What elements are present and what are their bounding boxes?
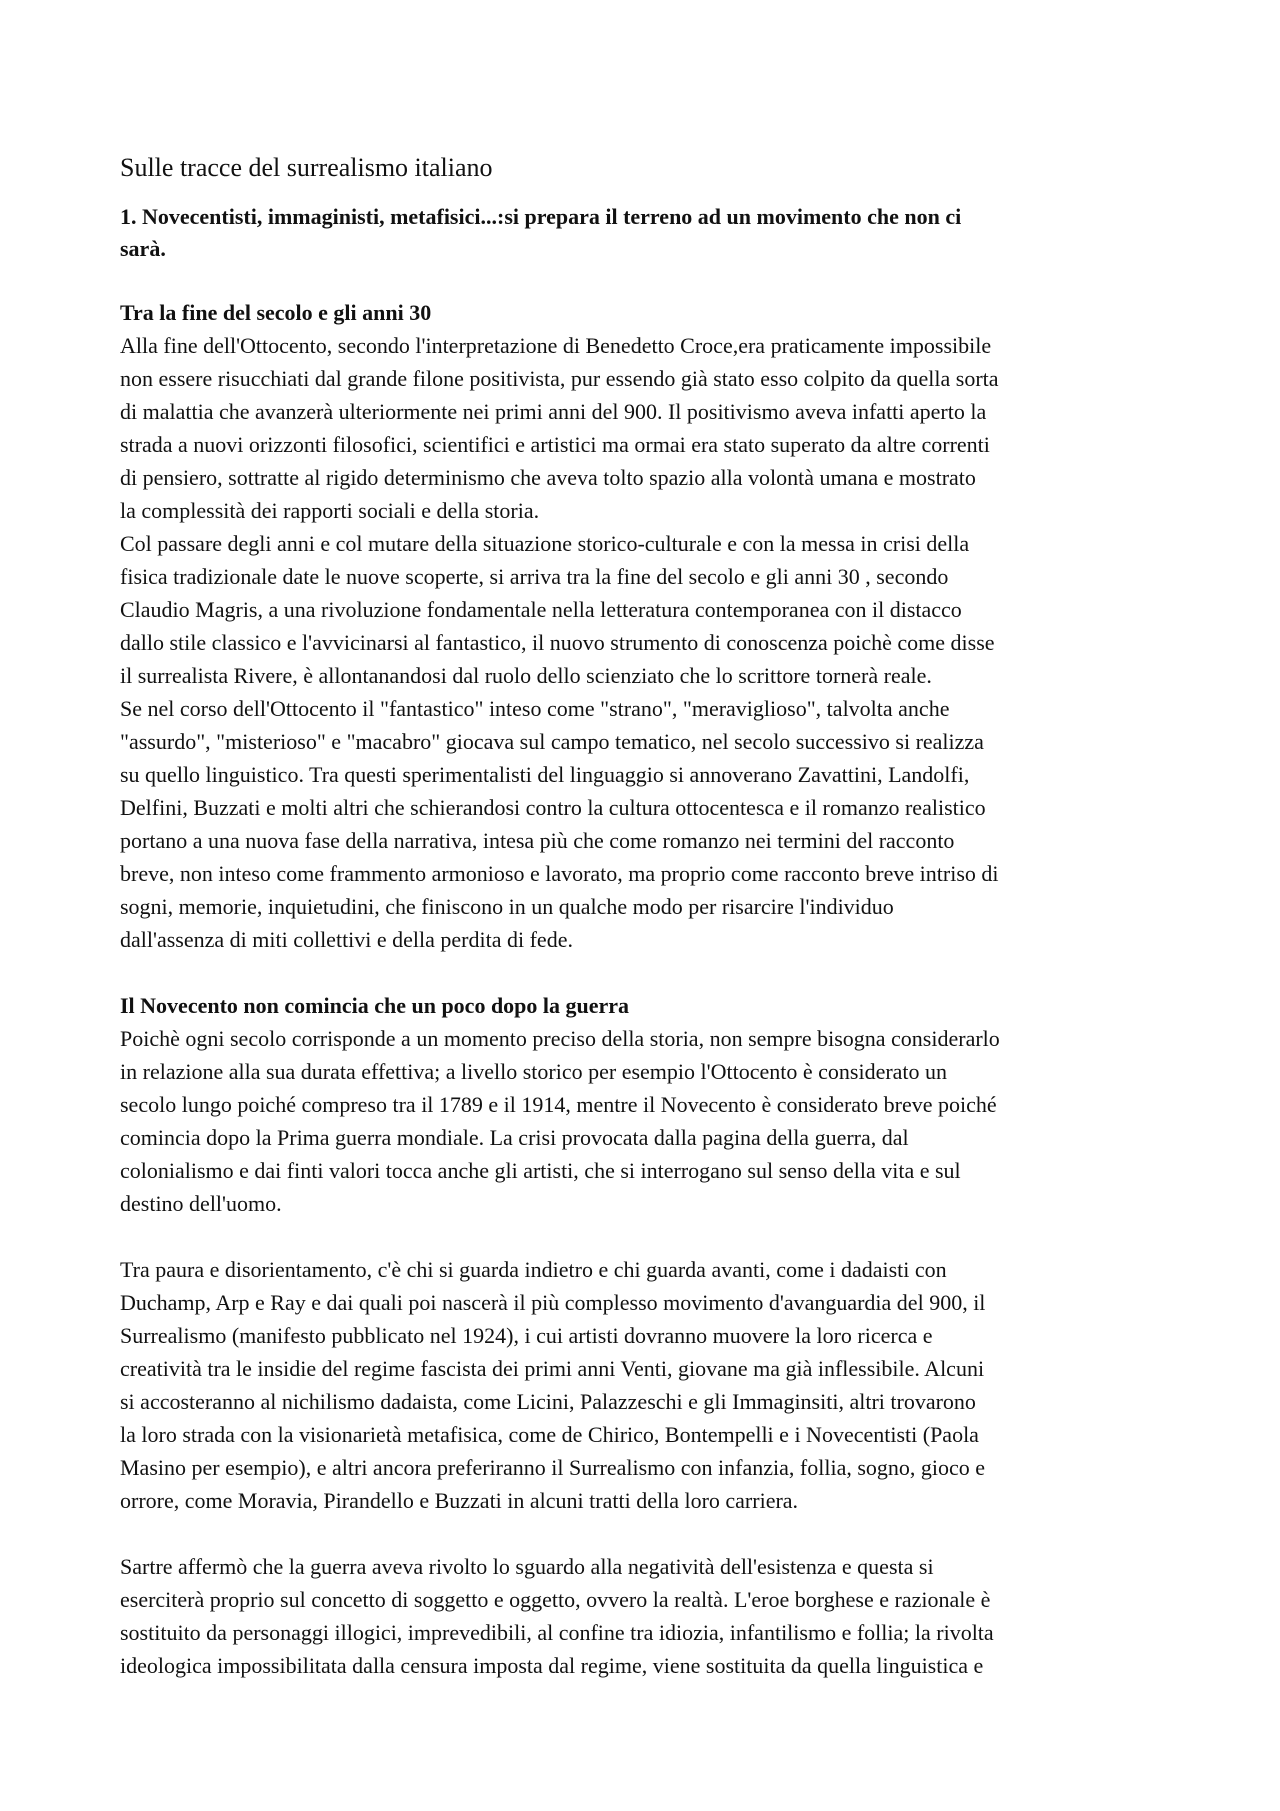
- text-line: la loro strada con la visionarietà metafisica, come de Chirico, Bontempelli e i Novecentisti (Paola: [120, 1422, 979, 1447]
- text-line: creatività tra le insidie del regime fascista dei primi anni Venti, giovane ma già inflessibile. Alcuni: [120, 1356, 985, 1381]
- text-line: in relazione alla sua durata effettiva; a livello storico per esempio l'Ottocento è considerato un: [120, 1059, 948, 1084]
- text-line: sogni, memorie, inquietudini, che finiscono in un qualche modo per risarcire l'individuo: [120, 894, 894, 919]
- section-heading: Il Novecento non comincia che un poco dopo la guerra: [120, 993, 630, 1018]
- chapter-heading-line: 1. Novecentisti, immaginisti, metafisici...:si prepara il terreno ad un movimento che non ci: [120, 204, 962, 229]
- text-line: Sartre affermò che la guerra aveva rivolto lo sguardo alla negatività dell'esistenza e questa si: [120, 1554, 934, 1579]
- text-line: Masino per esempio), e altri ancora preferiranno il Surrealismo con infanzia, follia, sogno, gioco e: [120, 1455, 986, 1480]
- text-line: Poichè ogni secolo corrisponde a un momento preciso della storia, non sempre bisogna considerarlo: [120, 1026, 1000, 1051]
- text-line: Surrealismo (manifesto pubblicato nel 1924), i cui artisti dovranno muovere la loro ricerca e: [120, 1323, 933, 1348]
- blank-line: [120, 1517, 1172, 1550]
- text-line: sostituito da personaggi illogici, imprevedibili, al confine tra idiozia, infantilismo e follia; la rivolta: [120, 1620, 994, 1645]
- text-line: il surrealista Rivere, è allontanandosi dal ruolo dello scienziato che lo scrittore tornerà reale.: [120, 663, 932, 688]
- text-line: si accosteranno al nichilismo dadaista, come Licini, Palazzeschi e gli Immaginsiti, altri trovarono: [120, 1389, 976, 1414]
- paragraph: [120, 692, 1172, 956]
- paragraph: [120, 1022, 1172, 1220]
- blank-line: [120, 956, 1172, 989]
- text-line: portano a una nuova fase della narrativa, intesa più che come romanzo nei termini del racconto: [120, 828, 955, 853]
- text-line: Claudio Magris, a una rivoluzione fondamentale nella letteratura contemporanea con il distacco: [120, 597, 962, 622]
- paragraph: [120, 1253, 1172, 1517]
- section-heading: Tra la fine del secolo e gli anni 30: [120, 300, 432, 325]
- blank-line: [120, 1220, 1172, 1253]
- text-line: su quello linguistico. Tra questi sperimentalisti del linguaggio si annoverano Zavattini, Landolfi,: [120, 762, 970, 787]
- text-line: comincia dopo la Prima guerra mondiale. La crisi provocata dalla pagina della guerra, dal: [120, 1125, 909, 1150]
- text-line: secolo lungo poiché compreso tra il 1789 e il 1914, mentre il Novecento è considerato breve poiché: [120, 1092, 997, 1117]
- section-fine-secolo: [120, 296, 1172, 956]
- document-title: Sulle tracce del surrealismo italiano: [120, 153, 493, 182]
- text-line: Tra paura e disorientamento, c'è chi si guarda indietro e chi guarda avanti, come i dadaisti con: [120, 1257, 947, 1282]
- text-line: non essere risucchiati dal grande filone positivista, pur essendo già stato esso colpito da quella sorta: [120, 366, 999, 391]
- text-line: Duchamp, Arp e Ray e dai quali poi nascerà il più complesso movimento d'avanguardia del 900, il: [120, 1290, 986, 1315]
- text-line: "assurdo", "misterioso" e "macabro" giocava sul campo tematico, nel secolo successivo si realizza: [120, 729, 984, 754]
- paragraph: [120, 329, 1172, 527]
- text-line: la complessità dei rapporti sociali e della storia.: [120, 498, 540, 523]
- text-line: di malattia che avanzerà ulteriormente nei primi anni del 900. Il positivismo aveva infatti aperto la: [120, 399, 987, 424]
- chapter-heading-line: sarà.: [120, 236, 166, 261]
- text-line: colonialismo e dai finti valori tocca anche gli artisti, che si interrogano sul senso della vita e sul: [120, 1158, 961, 1183]
- text-line: dallo stile classico e l'avvicinarsi al fantastico, il nuovo strumento di conoscenza poichè come disse: [120, 630, 995, 655]
- text-line: Delfini, Buzzati e molti altri che schierandosi contro la cultura ottocentesca e il romanzo realistico: [120, 795, 986, 820]
- text-line: Col passare degli anni e col mutare della situazione storico-culturale e con la messa in crisi della: [120, 531, 970, 556]
- text-line: eserciterà proprio sul concetto di soggetto e oggetto, ovvero la realtà. L'eroe borghese e razionale è: [120, 1587, 991, 1612]
- text-line: di pensiero, sottratte al rigido determinismo che aveva tolto spazio alla volontà umana e mostrato: [120, 465, 976, 490]
- text-line: Se nel corso dell'Ottocento il "fantastico" inteso come "strano", "meraviglioso", talvolta anche: [120, 696, 950, 721]
- text-line: dall'assenza di miti collettivi e della perdita di fede.: [120, 927, 573, 952]
- text-line: destino dell'uomo.: [120, 1191, 282, 1216]
- chapter-heading: [120, 201, 1172, 265]
- text-line: breve, non inteso come frammento armonioso e lavorato, ma proprio come racconto breve intriso di: [120, 861, 999, 886]
- text-line: ideologica impossibilitata dalla censura imposta dal regime, viene sostituita da quella linguistica e: [120, 1653, 984, 1678]
- paragraph: [120, 1550, 1172, 1682]
- text-line: orrore, come Moravia, Pirandello e Buzzati in alcuni tratti della loro carriera.: [120, 1488, 799, 1513]
- text-line: Alla fine dell'Ottocento, secondo l'interpretazione di Benedetto Croce,era praticamente impossibile: [120, 333, 992, 358]
- paragraph: [120, 527, 1172, 692]
- text-line: strada a nuovi orizzonti filosofici, scientifici e artistici ma ormai era stato superato da altre correnti: [120, 432, 990, 457]
- document-page: [120, 151, 1172, 1682]
- text-line: fisica tradizionale date le nuove scoperte, si arriva tra la fine del secolo e gli anni 30 , secondo: [120, 564, 949, 589]
- section-novecento: [120, 989, 1172, 1682]
